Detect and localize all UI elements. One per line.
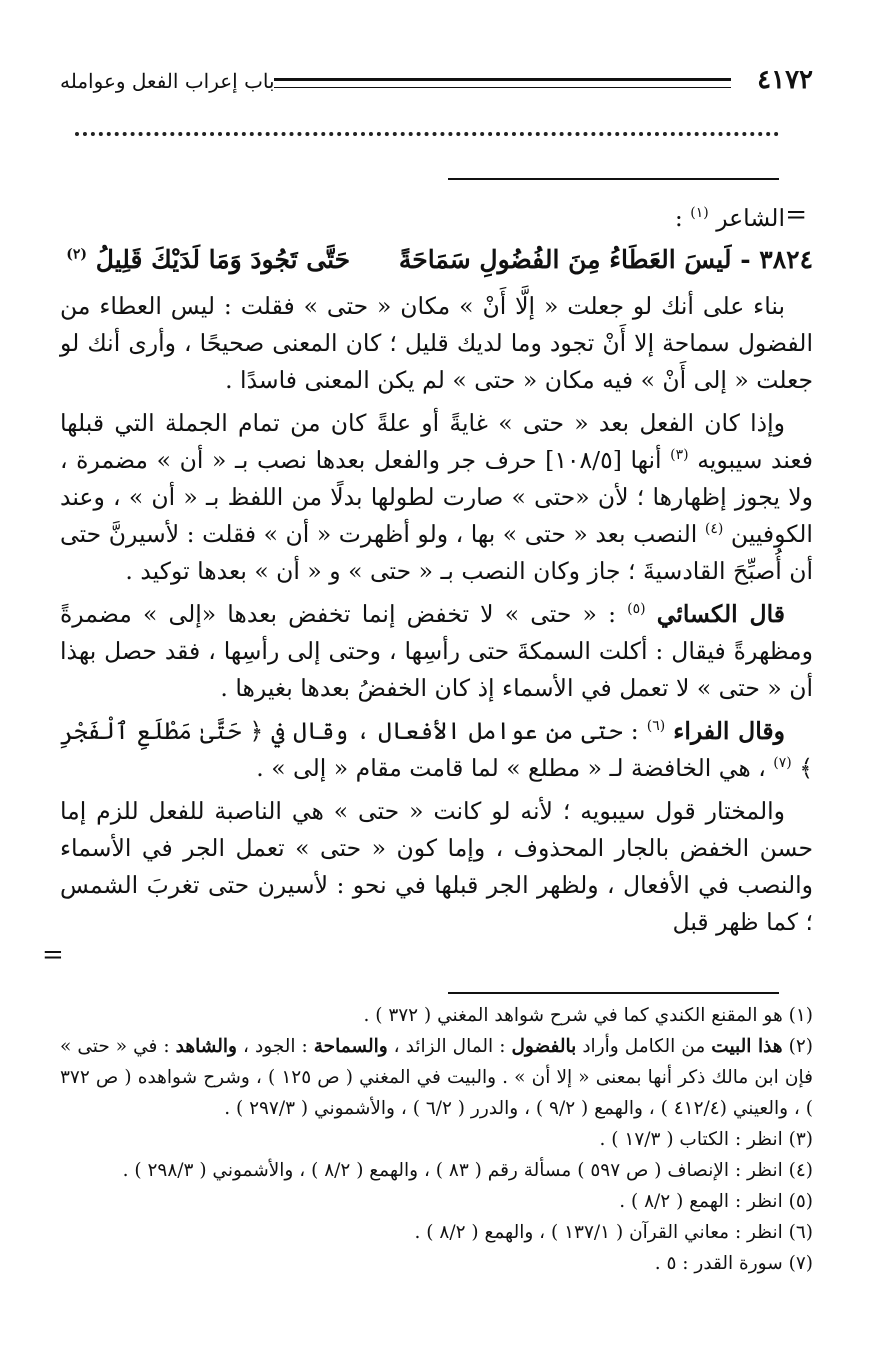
footnote-text: انظر : الإنصاف ( ص ٥٩٧ ) مسألة رقم ( ٨٣ ) ، والهمع ( ٨/٢ ) ، والأشموني ( ٢٩٨/٣ ) . xyxy=(122,1160,783,1181)
continuation-rule xyxy=(448,178,779,180)
footnote-bold: بالفضول xyxy=(511,1036,577,1057)
footnote-label: (٧) xyxy=(788,1253,813,1274)
verse-hemistich-1: لَيسَ العَطَاءُ مِنَ الفُضُولِ سَمَاحَةً xyxy=(398,245,732,274)
paragraph-4-lead: وقال الفراء xyxy=(673,717,785,745)
footnote-bold: والشاهد xyxy=(175,1036,237,1057)
footnote-ref-2: (٢) xyxy=(66,246,88,263)
paragraph-1: بناء على أنك لو جعلت « إلَّا أَنْ » مكان « حتى » فقلت : ليس العطاء من الفضول سماحة إلا أَنْ تجود وما لديك قليل ؛ كان المعنى صحيحًا ، وأرى أنك لو جعلت « إلى أَنْ » فيه مكان « حتى » لم يكن المعنى فاسدًا . xyxy=(60,292,813,394)
footnote-5 xyxy=(60,1186,813,1217)
dotted-separator xyxy=(75,132,779,156)
footnote-6 xyxy=(60,1217,813,1248)
footnote-text: سورة القدر : ٥ . xyxy=(654,1253,783,1274)
paragraph-4-text-b: ، هي الخافضة لـ « مطلع » لما قامت مقام « إلى » . xyxy=(256,754,766,782)
footnote-ref-6: (٦) xyxy=(646,718,666,735)
footnote-text: انظر : الهمع ( ٨/٢ ) . xyxy=(619,1191,783,1212)
verse-hemistich-2: حَتَّى تَجُودَ وَمَا لَدَيْكَ قَلِيلُ xyxy=(95,245,351,274)
footnote-label: (٤) xyxy=(788,1160,813,1181)
footnote-ref-5: (٥) xyxy=(627,601,646,618)
continuation-mark-top: = xyxy=(785,200,807,230)
paragraph-2-part-a: وإذا كان الفعل بعد « حتى » غايةً أو علةً كان من تمام الجملة التي قبلها فعند سيبويه xyxy=(60,409,813,474)
footnote-ref-4: (٤) xyxy=(704,521,724,538)
paragraph-2-part-b: أنها [١٠٨/٥] حرف جر والفعل بعدها نصب بـ « أن » مضمرة ، ولا يجوز إظهارها ؛ لأن «حتى » صارت لطولها بدلًا من اللفظ بـ « أن » ، وعند الكوفيين xyxy=(60,446,813,548)
footnotes xyxy=(60,1000,813,1279)
footnote-ref-3: (٣) xyxy=(670,447,689,464)
footnote-label: (٣) xyxy=(788,1129,813,1150)
footnote-bold: هذا البيت xyxy=(711,1036,783,1057)
paragraph-5: والمختار قول سيبويه ؛ لأنه لو كانت « حتى » هي الناصبة للفعل للزم إما حسن الخفض بالجار المحذوف ، وإما كون « حتى » تعمل الجر في الأسماء والنصب في الأفعال ، ولظهر الجر قبلها في نحو : لأسيرن حتى تغربَ الشمس ؛ كما ظهر قبل xyxy=(60,797,813,936)
footnote-text: : المال الزائد ، xyxy=(393,1036,506,1057)
page-number: ٤١٧٢ xyxy=(757,65,813,95)
poet-line-text: الشاعر xyxy=(716,204,785,232)
paragraph-2 xyxy=(60,405,813,590)
footnote-bold: والسماحة xyxy=(313,1036,388,1057)
paragraph-3 xyxy=(60,596,813,707)
verse-number: ٣٨٢٤ - xyxy=(740,245,813,274)
footnote-text: هو المقنع الكندي كما في شرح شواهد المغني ( ٣٧٢ ) . xyxy=(363,1005,783,1026)
continuation-mark-bottom: = xyxy=(42,940,64,970)
footnote-text: : الجود ، xyxy=(242,1036,308,1057)
paragraph-3-lead: قال الكسائي xyxy=(656,600,785,628)
page-header xyxy=(60,60,813,100)
footnote-ref-1: (١) xyxy=(690,205,709,222)
footnote-label: (٦) xyxy=(788,1222,813,1243)
paragraph-2-part-c: النصب بعد « حتى » بها ، ولو أظهرت « أن » فقلت : لأسيرنَّ حتى أن أُصبِّحَ القادسيةَ ؛ جاز وكان النصب بـ « حتى » و « أن » بعدها توكيد . xyxy=(60,520,813,585)
poet-line xyxy=(60,198,785,238)
main-text xyxy=(60,198,813,941)
footnote-text: انظر : الكتاب ( ١٧/٣ ) . xyxy=(599,1129,783,1150)
footnote-7 xyxy=(60,1248,813,1279)
paragraph-3-text: : « حتى » لا تخفض إنما تخفض بعدها «إلى » مضمرةً ومظهرةً فيقال : أكلت السمكةَ حتى رأسِها ، وحتى إلى رأسِها ، فقد حصل بهذا أن « حتى » لا تعمل في الأسماء إذ كان الخفضُ بعدها بغيرها . xyxy=(60,600,813,702)
footnote-4 xyxy=(60,1155,813,1186)
footnote-label: (٥) xyxy=(788,1191,813,1212)
footnote-ref-7: (٧) xyxy=(773,755,792,772)
poet-line-colon: : xyxy=(674,204,683,232)
footnote-text: انظر : معاني القرآن ( ١٣٧/١ ) ، والهمع ( ٨/٢ ) . xyxy=(414,1222,783,1243)
footnote-text: من الكامل وأراد xyxy=(582,1036,706,1057)
footnote-3 xyxy=(60,1124,813,1155)
footnote-label: (٢) xyxy=(788,1036,813,1057)
paragraph-4 xyxy=(60,713,813,787)
footnote-label: (١) xyxy=(788,1005,813,1026)
footnote-1 xyxy=(60,1000,813,1031)
paragraph-4-text-a: : حتى من عوامل الأفعال ، وقال في ﴿ حَتَّىٰ مَطْلَعِ ٱلْفَجْرِ ﴾ xyxy=(60,717,813,782)
header-rule xyxy=(274,78,731,88)
chapter-title: باب إعراب الفعل وعوامله xyxy=(60,69,275,93)
footnote-2 xyxy=(60,1031,813,1124)
footnote-rule xyxy=(448,992,779,994)
verse-3824 xyxy=(60,238,813,282)
footnote-text: : في « حتى » فإن ابن مالك ذكر أنها بمعنى « إلا أن » . والبيت في المغني ( ص ١٢٥ ) ، وشرح شواهده ( ص ٣٧٢ ) ، والعيني (٤١٢/٤ ) ، والهمع ( ٩/٢ ) ، والدرر ( ٦/٢ ) ، والأشموني ( ٢٩٧/٣ ) . xyxy=(60,1036,813,1119)
